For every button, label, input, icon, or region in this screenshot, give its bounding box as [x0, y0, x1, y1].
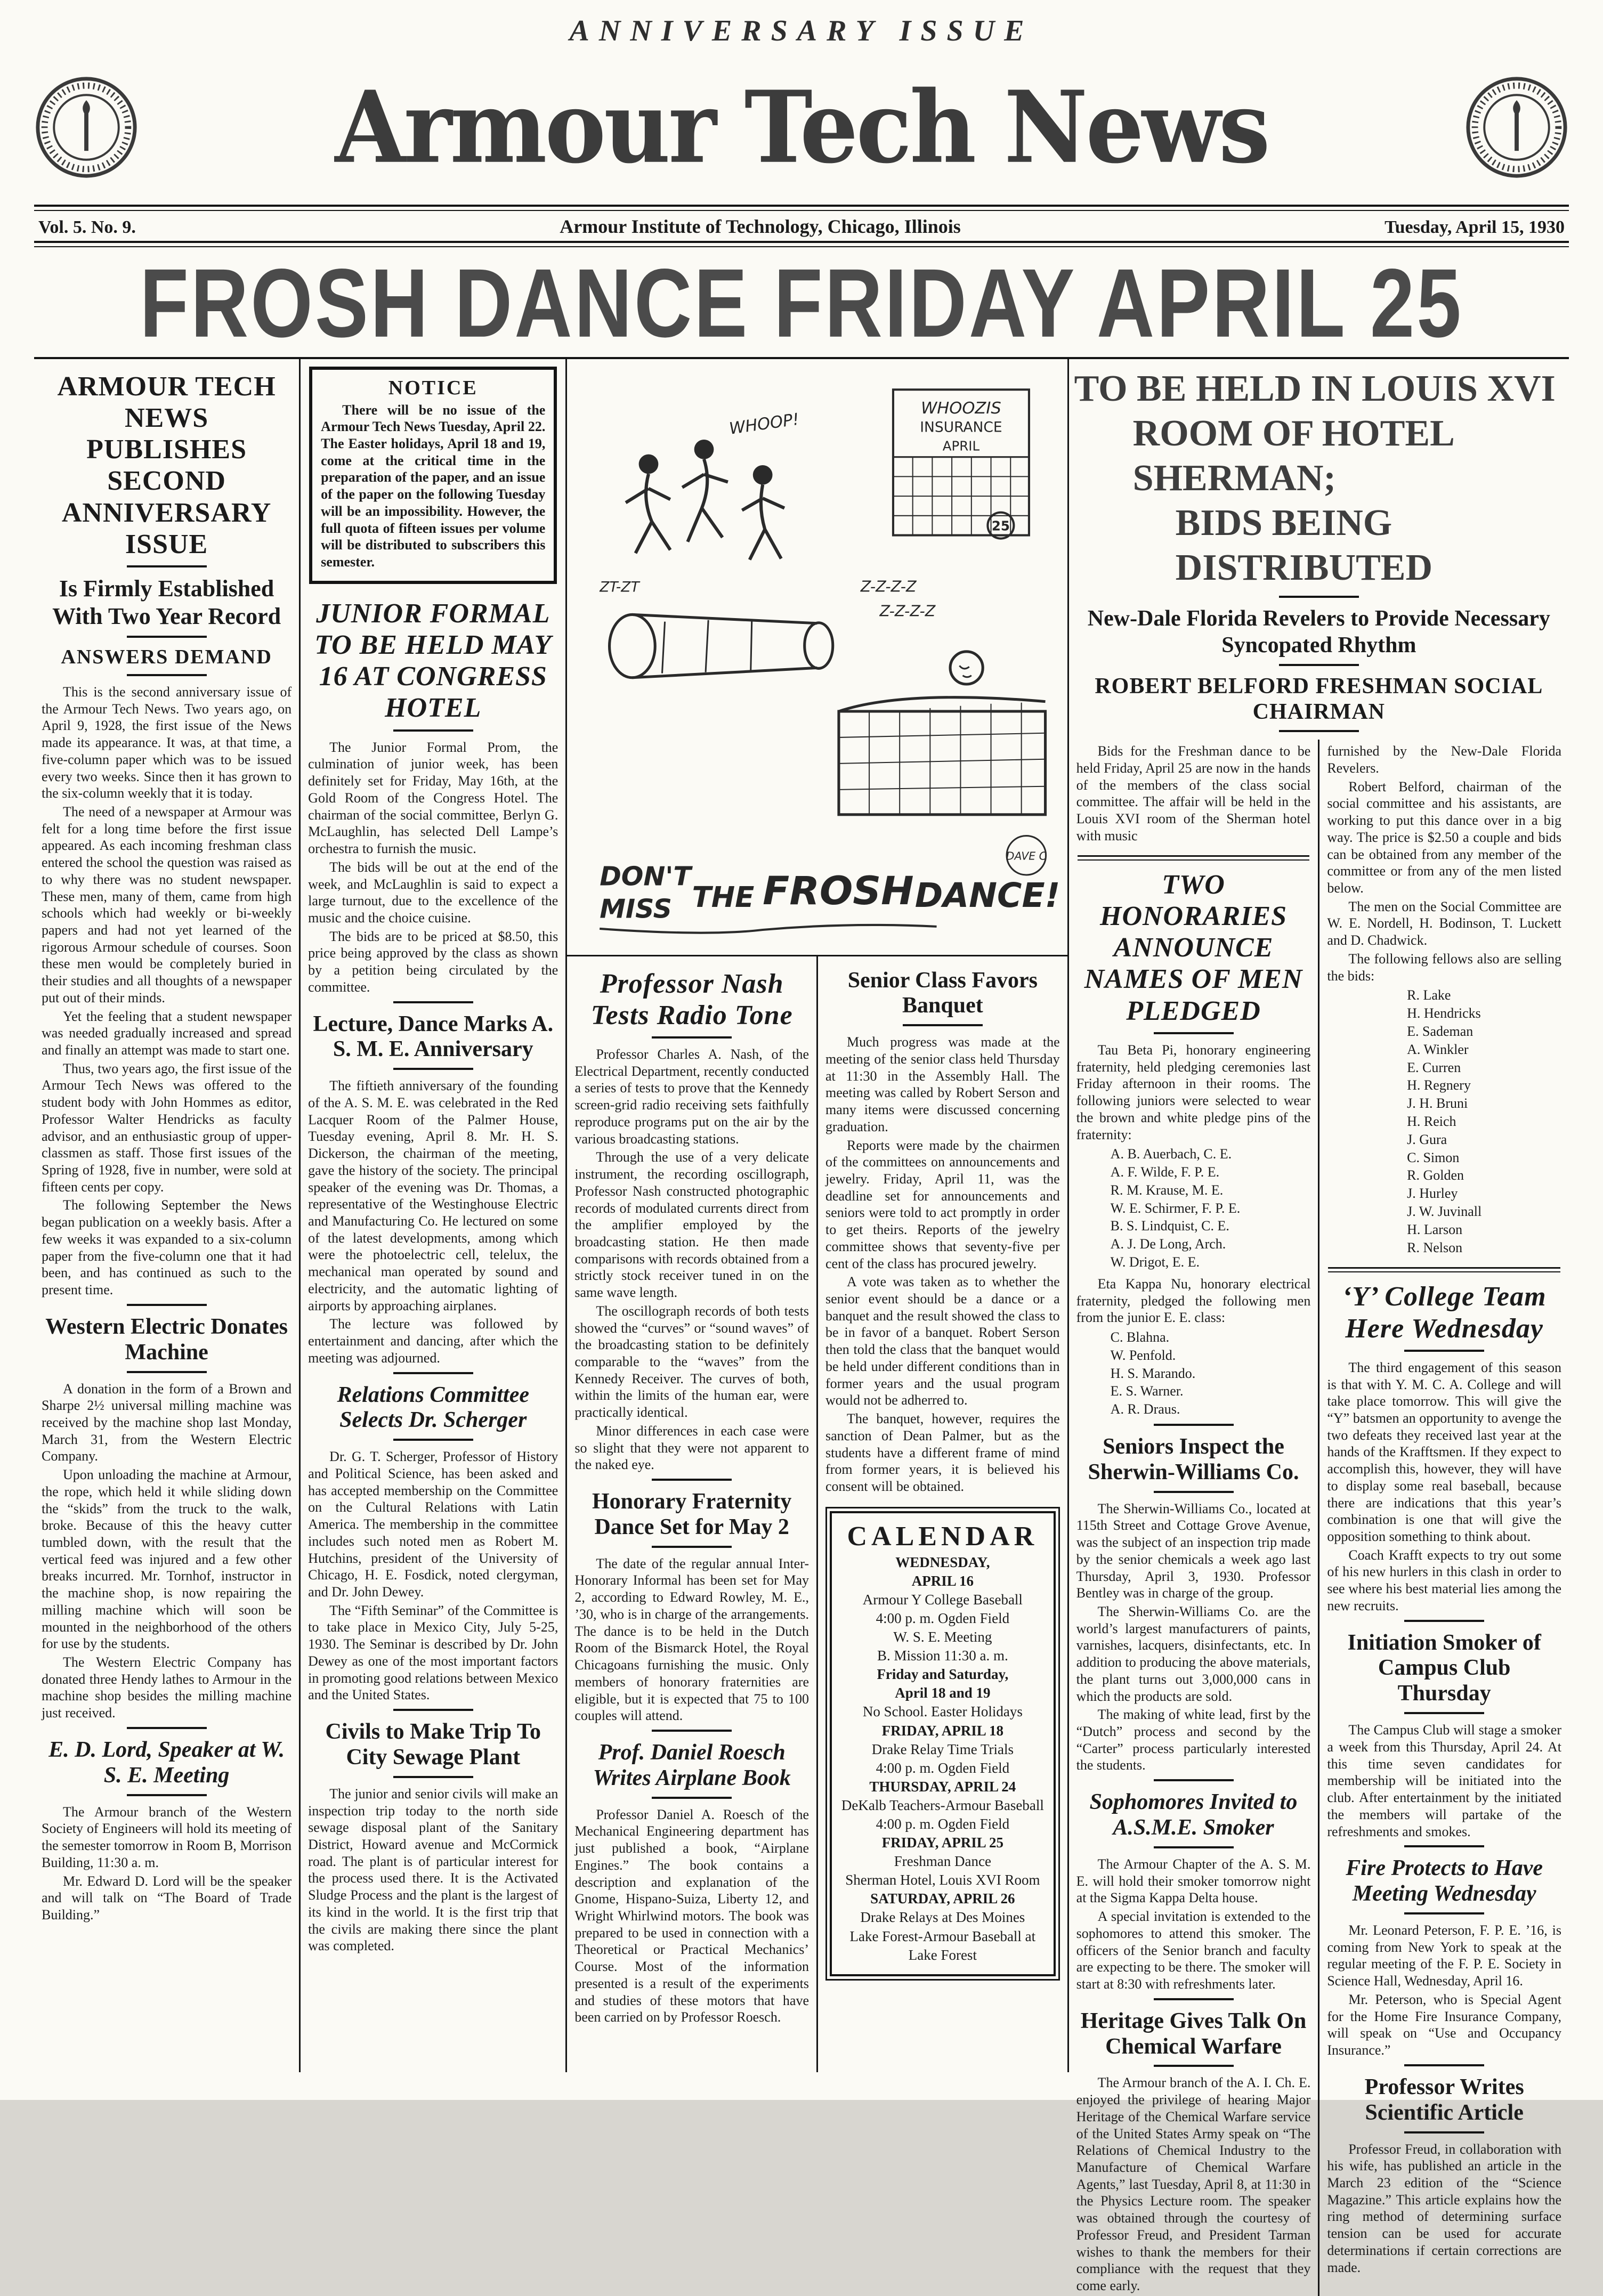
divider: [393, 1439, 473, 1441]
bid-seller-name: J. Hurley: [1407, 1186, 1458, 1202]
article-headline: Western Electric Donates Machine: [45, 1314, 288, 1365]
article-senior-class-banquet: [825, 968, 1060, 1495]
paragraph: The Armour branch of the A. I. Ch. E. enjoyed the privilege of hearing Major Heritage of the Chemical Warfare service of the United States Army speak on “The Relations of Chemical Industry to the Manufacture of Chemical Warfare Agents,” last Tuesday, April 8, at 11:30 in the Physics Lecture room. The speaker was obtained through the courtesy of Professor Freud, and President Tarman wishes to thank the members for their compliance with the request that they come early.: [1076, 2075, 1311, 2294]
article-professor-writes: [1327, 2075, 1561, 2276]
pledge-name: B. S. Lindquist, C. E.: [1110, 1218, 1229, 1234]
paragraph: Tau Beta Pi, honorary engineering fraternity, held pledging ceremonies last Friday afternoon in their rooms. The following juniors were selected to wear the brown and white pledge pins of the fraternity:: [1076, 1042, 1311, 1142]
bid-seller-name: J. H. Bruni: [1407, 1096, 1468, 1112]
pledge-name: W. E. Schirmer, F. P. E.: [1110, 1200, 1241, 1216]
divider: [393, 1709, 473, 1711]
article-asme-anniversary: [308, 1012, 558, 1367]
article-headline: TWO HONORARIES ANNOUNCE NAMES OF MEN PLEDGED: [1084, 869, 1303, 1026]
bid-seller-name: J. Gura: [1407, 1131, 1447, 1147]
pledge-name: A. J. De Long, Arch.: [1110, 1236, 1226, 1252]
calendar-event: 4:00 p. m. Ogden Field: [876, 1610, 1010, 1626]
paragraph: The oscillograph records of both tests showed the “curves” or “sound waves” of the broadcasting station to be definitely comparable to the “waves” from the Kennedy Receiver. The curves of both, within the limits of the human ear, were practically identical.: [574, 1303, 809, 1421]
cartoon-zt-text: ZT-ZT: [600, 579, 640, 596]
pledge-name: W. Penfold.: [1110, 1347, 1176, 1363]
cartoon-whoop-text: WHOOP!: [728, 410, 801, 439]
divider: [1279, 664, 1359, 666]
paragraph: Mr. Edward D. Lord will be the speaker and will talk on “The Board of Trade Building.”: [42, 1873, 292, 1922]
cartoon-signature: DAVE C: [1006, 849, 1047, 862]
freshman-dance-continuation: [1327, 743, 1561, 1256]
divider: [127, 636, 207, 638]
notice-title: NOTICE: [388, 376, 478, 399]
column-area: [34, 357, 1569, 2294]
article-subhead: Is Firmly Established With Two Year Record: [52, 575, 281, 629]
pledge-name: A. R. Draus.: [1110, 1401, 1180, 1417]
article-heritage-talk: [1076, 2009, 1311, 2294]
divider: [1404, 1712, 1484, 1714]
divider: [1279, 730, 1359, 732]
divider: [652, 1546, 732, 1548]
paragraph: Robert Belford, chairman of the social committee and his assistants, are working to put this dance over in a big way. The price is $2.50 a couple and bids can be obtained from any member of the committee or from any of the men listed below.: [1327, 778, 1562, 896]
paragraph: A special invitation is extended to the sophomores to attend this smoker. The officers of the Senior branch and faculty are expecting to be there. The smoker will start at 8:30 with refreshments later.: [1076, 1909, 1311, 1992]
cartoon-snore-text: Z-Z-Z-Z: [879, 602, 936, 620]
article-headline: Professor Nash Tests Radio Tone: [590, 968, 793, 1031]
divider: [127, 674, 207, 676]
divider: [652, 1730, 732, 1732]
divider: [1279, 596, 1359, 598]
calendar-day: SATURDAY, APRIL 26: [870, 1891, 1015, 1907]
paragraph: A donation in the form of a Brown and Sharpe 2½ universal milling machine was received by the machine shop last Monday, March 31, from the Western Electric Company.: [42, 1381, 292, 1464]
issue-date: Tuesday, April 15, 1930: [1385, 217, 1565, 237]
cartoon-caption: MISS: [600, 894, 673, 924]
pledge-name-list: [1076, 1328, 1311, 1418]
pledge-name: A. F. Wilde, F. P. E.: [1110, 1164, 1220, 1180]
cartoon-snore-text: Z-Z-Z-Z: [861, 577, 917, 596]
lead-headline-line: TO BE HELD IN LOUIS XVI: [1074, 368, 1556, 409]
divider: [1404, 1912, 1484, 1914]
cartoon-caption: DANCE!: [915, 875, 1060, 915]
divider: [1154, 1032, 1234, 1034]
divider: [393, 1001, 473, 1003]
calendar-day: Friday and Saturday,: [877, 1666, 1009, 1683]
bid-seller-name: H. Reich: [1407, 1113, 1456, 1129]
article-campus-club-smoker: [1327, 1630, 1561, 1840]
column-6: [1319, 740, 1569, 2296]
freshman-dance-headline-block: [1069, 359, 1569, 740]
pledge-name: C. Blahna.: [1110, 1329, 1170, 1345]
pledge-name-list: [1076, 1145, 1311, 1271]
notice-body: There will be no issue of the Armour Tech News Tuesday, April 22. The Easter holidays, April 18 and 19, come at the critical time in the preparation of the paper, and an issue of the paper on the following Tuesday will be an impossibility. However, the full quota of fifteen issues per volume will be distributed to subscribers this semester.: [321, 402, 546, 570]
paragraph: The following fellows also are selling the bids:: [1327, 951, 1562, 984]
calendar-title: CALENDAR: [847, 1521, 1039, 1552]
divider: [1154, 1424, 1234, 1426]
calendar-event: 4:00 p. m. Ogden Field: [876, 1815, 1010, 1832]
article-two-honoraries: [1076, 869, 1311, 1418]
paragraph: Through the use of a very delicate instrument, the recording oscillograph, Professor Nash constructed photographic records of modulated currents direct from the amplifier employed by the broadcasting station. He then made comparisons with records obtained from a strictly stock receiver tuned in on the same wave length.: [574, 1149, 809, 1301]
institute-seal-icon: [1464, 75, 1569, 180]
article-headline: Initiation Smoker of Campus Club Thursday: [1347, 1630, 1541, 1706]
columns-5-6: [1069, 359, 1569, 2294]
calendar-day: WEDNESDAY,: [895, 1554, 990, 1570]
paragraph: The fiftieth anniversary of the founding of the A. S. M. E. was celebrated in the Red Lacquer Room of the Palmer House, Tuesday evening, April 8. Mr. H. S. Dickerson, the chairman of the meeting, gave the history of the society. The principal speaker of the evening was Dr. Thomas, a representative of the Westinghouse Electric and Manufacturing Co. He lectured on some of the latest developments, among which were the photoelectric cell, telelux, the mechanical man operated by sound and electricity, and the automatic lighting of airports by approaching airplanes.: [308, 1078, 558, 1313]
cartoon-calendar-month: APRIL: [943, 437, 980, 453]
divider: [1154, 1846, 1234, 1848]
paragraph: The making of white lead, first by the “Dutch” process and second by the “Carter” process particularly interested the students.: [1076, 1707, 1311, 1773]
divider: [1404, 1845, 1484, 1847]
divider: [393, 1776, 473, 1778]
institute-seal-icon: [34, 75, 139, 180]
paragraph: The Junior Formal Prom, the culmination of junior week, has been definitely set for Friday, May 16th, at the Gold Room of the Congress Hotel. The chairman of the social committee, Berlyn G. McLaughlin, has selected Dell Lampe’s orchestra to furnish the music.: [308, 739, 558, 857]
article-headline: Professor Writes Scientific Article: [1364, 2074, 1524, 2125]
calendar-day: THURSDAY, APRIL 24: [869, 1778, 1016, 1795]
article-headline: Fire Protects to Have Meeting Wednesday: [1346, 1856, 1543, 1906]
paragraph: This is the second anniversary issue of the Armour Tech News. Two years ago, on April 9, 1928, the first issue of the News made its appearance. It was, at that time, a five-column paper which was to be issued every two weeks. Since then it has grown to the six-column weekly that it is today.: [42, 684, 292, 801]
volume-number: Vol. 5. No. 9.: [38, 217, 136, 237]
divider: [1404, 2131, 1484, 2133]
paragraph: Much progress was made at the meeting of the senior class held Thursday at 11:30 in the Assembly Hall. The meeting was called by Robert Serson and many items were discussed concerning graduation.: [825, 1034, 1060, 1134]
paragraph: Yet the feeling that a student newspaper was needed gradually increased and spread and finally an attempt was made to start one.: [42, 1008, 292, 1058]
bid-seller-name: H. Larson: [1407, 1221, 1463, 1237]
pledge-name: A. B. Auerbach, C. E.: [1110, 1146, 1232, 1162]
paragraph: A vote was taken as to whether the senior event should be a dance or a banquet and the result showed the class to be in favor of a banquet. Robert Serson then told the class that the banquet would be held under different conditions than in former years and the usual program would not be adherred to.: [825, 1274, 1060, 1408]
frosh-dance-cartoon: [567, 359, 1067, 956]
paragraph: Professor Daniel A. Roesch of the Mechanical Engineering department has just published a book, “Airplane Engines.” The book contains a description and explanation of the Gnome, Hispano-Suiza, Liberty 12, and Wright Whirlwind motors. The book was prepared to be used in connection with a Theoretical or Practical Mechanics’ Course. Most of the information presented is a result of the experiments and studies of these motors that have been carried on by Professor Roesch.: [574, 1806, 809, 2025]
rule: [34, 205, 1569, 211]
cartoon-calendar-label: WHOOZIS: [921, 399, 1002, 418]
calendar-day: FRIDAY, APRIL 18: [881, 1722, 1004, 1739]
paragraph: The Campus Club will stage a smoker a week from this Thursday, April 24. At this time seven candidates for membership will be initiated into the club. After entertainment by the initiated the members will partake of the refreshments and smokes.: [1327, 1722, 1562, 1839]
calendar-event: Sherman Hotel, Louis XVI Room: [845, 1872, 1040, 1888]
divider: [1154, 1998, 1234, 2000]
bid-seller-name: E. Sademan: [1407, 1023, 1474, 1039]
paragraph: Mr. Peterson, who is Special Agent for the Home Fire Insurance Company, will speak on “Use and Occupancy Insurance.”: [1327, 1991, 1562, 2058]
paragraph: The Sherwin-Williams Co. are the world’s largest manufacturers of paints, varnishes, lacquers, disinfectants, etc. In addition to producing the above materials, the plant turns out 3,000,000 cans in which the products are sold.: [1076, 1604, 1311, 1704]
column-4: [818, 956, 1067, 2072]
bid-seller-name: H. Hendricks: [1407, 1005, 1481, 1021]
article-headline: E. D. Lord, Speaker at W. S. E. Meeting: [48, 1737, 285, 1788]
article-headline: Honorary Fraternity Dance Set for May 2: [592, 1489, 792, 1539]
paragraph: Upon unloading the machine at Armour, the rope, which held it while sliding down the “skids” from the truck to the walk, broke. Because of this the heavy cutter tumbled down, with the result that the vertical feed was injured and a few other breaks incurred. Mr. Tornhof, instructor in the machine shop, is now repairing the milling machine which will soon be mounted in the neighborhood of the others for use by the students.: [42, 1467, 292, 1652]
cartoon-caption: THE: [692, 880, 755, 914]
article-anniversary-issue: [42, 371, 292, 1299]
article-honorary-dance: [574, 1489, 809, 1724]
columns-5-6-body: [1069, 740, 1569, 2296]
article-headline: Civils to Make Trip To City Sewage Plant: [325, 1719, 541, 1770]
paper-title: Armour Tech News: [335, 68, 1268, 186]
paragraph: The Armour branch of the Western Society of Engineers will hold its meeting of the semester tomorrow in Room B, Morrison Building, 11:30 a. m.: [42, 1804, 292, 1870]
divider: [1154, 2065, 1234, 2067]
paragraph: Dr. G. T. Scherger, Professor of History and Political Science, has been asked and has accepted membership on the Committee on the Cultural Relations with Latin America. The membership in the committee includes such noted men as Robert M. Hutchins, president of the University of Chicago, H. E. Fosdick, noted clergyman, and Dr. John Dewey.: [308, 1449, 558, 1600]
bid-seller-name: R. Golden: [1407, 1167, 1464, 1183]
issue-label: ANNIVERSARY ISSUE: [569, 14, 1034, 47]
section-rule: [1078, 855, 1310, 861]
calendar-day: FRIDAY, APRIL 25: [881, 1835, 1004, 1851]
article-headline: Senior Class Favors Banquet: [847, 968, 1038, 1018]
divider: [1154, 1491, 1234, 1493]
column-5: [1069, 740, 1320, 2296]
divider: [127, 1304, 207, 1306]
cartoon-calendar-label: INSURANCE: [920, 419, 1002, 436]
divider: [652, 1036, 732, 1039]
paragraph: The Armour Chapter of the A. S. M. E. will hold their smoker tomorrow night at the Sigma Kappa Delta house.: [1076, 1856, 1311, 1906]
paragraph: The following September the News began publication on a weekly basis. After a few weeks it was expanded to a six-column paper from the five-column one that it had been, and has continued as such to the present time.: [42, 1197, 292, 1298]
calendar-event: No School. Easter Holidays: [862, 1703, 1023, 1720]
article-sherwin-williams: [1076, 1434, 1311, 1774]
bid-seller-name: R. Lake: [1407, 987, 1451, 1003]
calendar-event: DeKalb Teachers-Armour Baseball: [841, 1797, 1044, 1813]
calendar-box: [830, 1511, 1056, 1976]
divider: [127, 1794, 207, 1796]
paragraph: The men on the Social Committee are W. E. Nordell, H. Bodinson, T. Luckett and D. Chadwick.: [1327, 898, 1562, 948]
calendar-event: 4:00 p. m. Ogden Field: [876, 1759, 1010, 1776]
calendar-event: Drake Relays at Des Moines: [860, 1909, 1025, 1926]
article-headline: ARMOUR TECH NEWS PUBLISHES SECOND ANNIVERSARY ISSUE: [57, 371, 276, 559]
divider: [127, 1371, 207, 1373]
article-relations-committee: [308, 1383, 558, 1704]
divider: [1404, 2064, 1484, 2066]
cartoon-caption: FROSH: [763, 868, 914, 914]
lead-headline-line: BIDS BEING DISTRIBUTED: [1175, 502, 1433, 588]
paragraph: Professor Charles A. Nash, of the Electrical Department, recently conducted a series of tests to prove that the Kennedy screen-grid radio receiving sets faithfully reproduce programs put on the air by the various broadcasting stations.: [574, 1046, 809, 1147]
article-kicker: ANSWERS DEMAND: [61, 645, 272, 668]
divider: [903, 1024, 983, 1026]
paragraph: Coach Krafft expects to try out some of his new hurlers in this clash in order to see where his best material lies among the new recruits.: [1327, 1547, 1562, 1613]
paragraph: Mr. Leonard Peterson, F. P. E. ’16, is coming from New York to speak at the regular meeting of the F. P. E. Society in Science Hall, Wednesday, April 16.: [1327, 1922, 1562, 1989]
calendar-event: B. Mission 11:30 a. m.: [877, 1648, 1008, 1664]
bid-seller-name: A. Winkler: [1407, 1041, 1469, 1057]
cartoon-circled-day: 25: [992, 517, 1010, 533]
institute-name: Armour Institute of Technology, Chicago, Illinois: [560, 216, 961, 237]
cartoon-caption: DON'T: [600, 861, 692, 891]
masthead: [34, 50, 1569, 205]
divider: [393, 729, 473, 732]
article-asme-smoker: [1076, 1790, 1311, 1993]
pledge-name: R. M. Krause, M. E.: [1110, 1182, 1224, 1198]
article-roesch-book: [574, 1740, 809, 2026]
calendar-day: APRIL 16: [911, 1572, 974, 1589]
pledge-name: W. Drigot, E. E.: [1110, 1254, 1200, 1270]
lead-deck: New-Dale Florida Revelers to Provide Necessary Syncopated Rhythm: [1087, 606, 1550, 658]
paragraph: The “Fifth Seminar” of the Committee is to take place in Mexico City, July 5-25, 1930. The Seminar is described by Dr. John Dewey as one of the most important factors in promoting good relations between Mexico and the United States.: [308, 1602, 558, 1703]
column-1: [34, 359, 301, 2072]
calendar-day: April 18 and 19: [895, 1685, 991, 1701]
paragraph: The banquet, however, requires the sanction of Dean Palmer, but as the students have a different frame of mind from former years, it is believed his consent will be obtained.: [825, 1411, 1060, 1494]
divider: [1404, 1620, 1484, 1622]
article-headline: Lecture, Dance Marks A. S. M. E. Anniversary: [313, 1011, 554, 1062]
divider: [1404, 1350, 1484, 1352]
columns-3-4-body: [567, 956, 1067, 2072]
article-headline: Heritage Gives Talk On Chemical Warfare: [1080, 2008, 1307, 2059]
paragraph: Reports were made by the chairmen of the committees on announcements and jewelry. Friday, April 11, was the deadline set for announcements and seniors were told to act promptly in order to get theirs. Reports of the jewelry committee shows that seventy-five per cent of the class has procured jewelry.: [825, 1137, 1060, 1271]
bid-seller-name: E. Curren: [1407, 1059, 1461, 1075]
calendar-event: Armour Y College Baseball: [862, 1591, 1023, 1608]
article-headline: JUNIOR FORMAL TO BE HELD MAY 16 AT CONGRESS HOTEL: [314, 598, 552, 724]
paragraph: furnished by the New-Dale Florida Revelers.: [1327, 743, 1562, 776]
paragraph: The bids will be out at the end of the week, and McLaughlin is said to expect a large turnout, due to the excellence of the music and the choice cuisine.: [308, 859, 558, 926]
calendar-event: Lake Forest-Armour Baseball at Lake Forest: [849, 1928, 1036, 1963]
dateline: [34, 211, 1569, 241]
bid-seller-name: C. Simon: [1407, 1149, 1460, 1165]
article-fire-protects-meeting: [1327, 1856, 1561, 2059]
article-headline: Seniors Inspect the Sherwin-Williams Co.: [1088, 1434, 1299, 1484]
bid-seller-name: H. Regnery: [1407, 1077, 1471, 1093]
lead-headline: [1074, 367, 1564, 590]
divider: [127, 565, 207, 567]
bid-seller-name: R. Nelson: [1407, 1239, 1463, 1255]
paragraph: Professor Freud, in collaboration with his wife, has published an article in the March 23 edition of the “Science Magazine.” This article explains how the ring method of determining surface tension can be used for accurate determinations if certain corrections are made.: [1327, 2141, 1562, 2275]
pledge-name: H. S. Marando.: [1110, 1365, 1196, 1381]
article-professor-nash: [574, 968, 809, 1474]
article-headline: ‘Y’ College Team Here Wednesday: [1342, 1281, 1547, 1344]
article-western-electric: [42, 1315, 292, 1722]
column-2: [301, 359, 567, 2072]
divider: [393, 1068, 473, 1070]
divider: [127, 1727, 207, 1729]
paragraph: The lecture was followed by entertainment and dancing, after which the meeting was adjourned.: [308, 1316, 558, 1366]
lead-headline-line: ROOM OF HOTEL SHERMAN;: [1132, 412, 1453, 499]
lead-kicker: ROBERT BELFORD FRESHMAN SOCIAL CHAIRMAN: [1095, 674, 1543, 725]
paragraph: The need of a newspaper at Armour was felt for a long time before the first issue appeared. As each incoming freshman class entered the school the question was raised as to why there was no student newspaper. These men, many of them, came from high schools which had weekly or bi-weekly papers and had not yet learned of the rigorous Armour schedule of courses. Soon these men would be completely buried in their studies and all thoughts of a newspaper put out of their minds.: [42, 804, 292, 1005]
paragraph: The Western Electric Company has donated three Hendy lathes to Armour in the machine shop besides the milling machine just received.: [42, 1654, 292, 1721]
paragraph: The junior and senior civils will make an inspection trip today to the north side sewage disposal plant of the Sanitary District, Howard avenue and McCormick road. The plant is of particular interest for the process used there. It is the Activated Sludge Process and the plant is the largest of its kind in the world. It is the first trip that the civils are making there since the plant was completed.: [308, 1786, 558, 1954]
divider: [393, 1372, 473, 1374]
paragraph: Minor differences in each case were so slight that they were not apparent to the naked eye.: [574, 1423, 809, 1473]
article-headline: Relations Committee Selects Dr. Scherger: [337, 1382, 530, 1433]
bid-seller-list: [1407, 986, 1481, 1256]
paragraph: The bids are to be priced at $8.50, this price being approved by the class as shown by a petition being circulated by the committee.: [308, 928, 558, 995]
calendar-event: Drake Relay Time Trials: [871, 1741, 1014, 1757]
calendar-event: W. S. E. Meeting: [893, 1629, 992, 1645]
columns-3-4: [567, 359, 1068, 2072]
section-rule: [1328, 1267, 1560, 1272]
article-y-college-team: [1327, 1281, 1561, 1614]
paragraph: Thus, two years ago, the first issue of the Armour Tech News was offered to the student body with John Hommes as editor, Professor Walter Hendricks as faculty advisor, and an enthusiastic group of upper-classmen as staff. Those first issues of the Spring of 1928, five in number, were sold at fifteen cents per copy.: [42, 1060, 292, 1195]
paragraph: Eta Kappa Nu, honorary electrical fraternity, pledged the following men from the junior E. E. class:: [1076, 1276, 1311, 1326]
rule: [34, 241, 1569, 247]
article-headline: Prof. Daniel Roesch Writes Airplane Book: [593, 1740, 791, 1790]
banner-headline: FROSH DANCE FRIDAY APRIL 25: [140, 248, 1463, 358]
article-civils-trip: [308, 1719, 558, 1954]
divider: [1154, 1779, 1234, 1781]
paragraph: Bids for the Freshman dance to be held Friday, April 25 are now in the hands of the members of the class social committee. The affair will be held in the Louis XVI room of the Sherman hotel with music: [1076, 743, 1311, 843]
pledge-name: E. S. Warner.: [1110, 1383, 1184, 1399]
divider: [652, 1797, 732, 1799]
article-headline: Sophomores Invited to A.S.M.E. Smoker: [1089, 1790, 1298, 1840]
paragraph: The third engagement of this season is that with Y. M. C. A. College and will take place tomorrow. This will give the “Y” batsmen an opportunity to avenge the two defeats they received last year at the hands of the Krafftsmen. If they expect to accomplish this, however, they will have to display some real baseball, because there are indications that this year’s combination is one that will give the opposition something to think about.: [1327, 1359, 1562, 1545]
divider: [652, 1479, 732, 1481]
notice-box: [309, 367, 557, 584]
paragraph: The date of the regular annual Inter-Honorary Informal has been set for May 2, according to Edward Rowley, M. E., ’30, who is in charge of the arrangements. The dance is to be held in the Dutch Room of the Bismarck Hotel, the Royal Chicagoans furnishing the music. Only members of honorary fraternities are eligible, but it is expected that 75 to 100 couples will attend.: [574, 1555, 809, 1724]
calendar-event: Freshman Dance: [894, 1853, 991, 1870]
article-ed-lord-speaker: [42, 1738, 292, 1924]
paragraph: The Sherwin-Williams Co., located at 115th Street and Cottage Grove Avenue, was the subject of an inspection trip made by the senior chemicals a week ago last Thursday, April 3, 1930. Professor Bentley was in charge of the group.: [1076, 1500, 1311, 1601]
bid-seller-name: J. W. Juvinall: [1407, 1203, 1482, 1219]
article-junior-formal: [308, 598, 558, 996]
column-3: [567, 956, 818, 2072]
